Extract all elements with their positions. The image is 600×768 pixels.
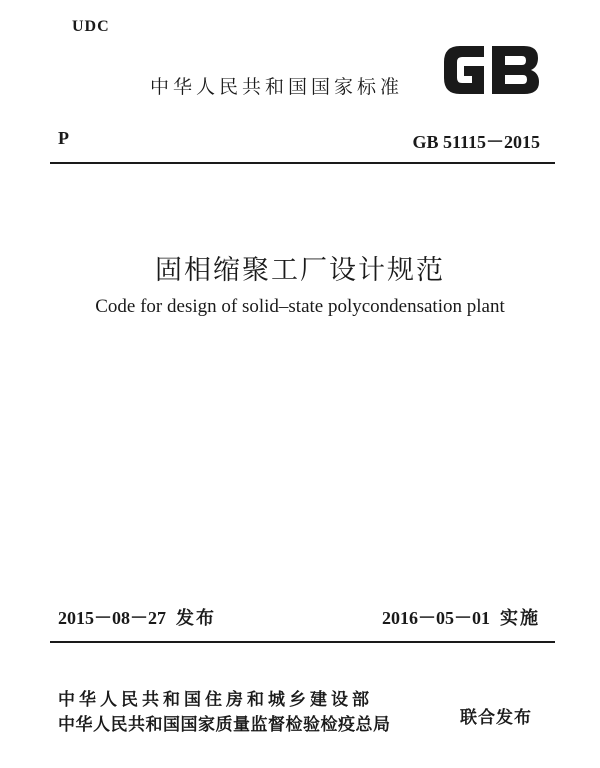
- gb-logo-mark: [444, 46, 539, 94]
- issuing-authorities: [58, 688, 391, 738]
- bottom-divider: [50, 641, 555, 643]
- top-divider: [50, 162, 555, 164]
- classification-code: P: [58, 128, 69, 148]
- gb-logo: [438, 40, 544, 100]
- standard-number: GB 51115－2015: [412, 132, 540, 152]
- implementation-date: 2016－05－01: [382, 608, 490, 628]
- issue-date: 2015－08－27: [58, 608, 166, 628]
- implementation-date-block: [382, 604, 540, 630]
- implementation-label: 实施: [500, 608, 540, 629]
- joint-issue-label: 联合发布: [460, 708, 532, 728]
- national-standard-heading: 中华人民共和国国家标准: [150, 76, 404, 98]
- udc-label: UDC: [72, 18, 110, 35]
- issue-label: 发布: [176, 608, 216, 629]
- title-english: Code for design of solid–state polycondensation plant: [95, 296, 505, 317]
- issuer-aqsiq: 中华人民共和国国家质量监督检验检疫总局: [58, 715, 391, 735]
- issuer-ministry-housing: 中华人民共和国住房和城乡建设部: [58, 690, 373, 710]
- title-chinese: 固相缩聚工厂设计规范: [155, 255, 445, 286]
- issue-date-block: [58, 604, 216, 630]
